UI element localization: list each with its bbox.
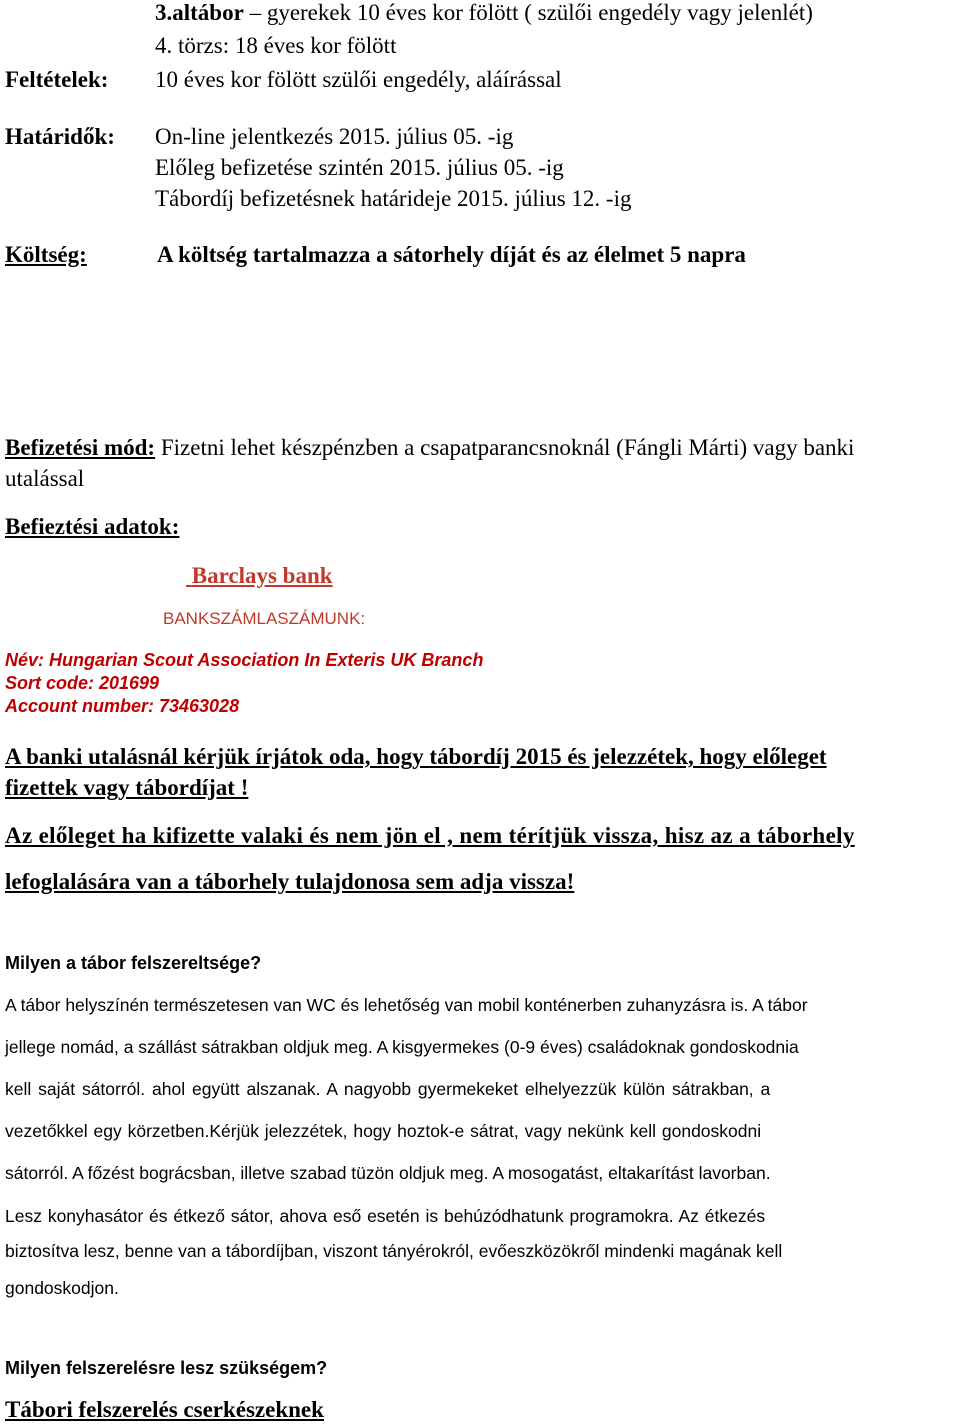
notice-2-line-1 (5, 823, 955, 849)
equipment-line-3: kell saját sátorról. ahol együtt alszanak. A nagyobb gyermekeket elhelyezzük külön sátrakban, a (5, 1079, 771, 1099)
payment-line-2: utalással (5, 466, 85, 491)
equipment-line-7: biztosítva lesz, benne van a tábordíjban, viszont tányérokról, evőeszközökről mindenki magának kell (5, 1241, 783, 1261)
subcamp-label: 3.altábor (155, 0, 244, 25)
condition-line-1 (155, 0, 813, 26)
notice-2-line-2: lefoglalására van a táborhely tulajdonosa sem adja vissza! (5, 869, 575, 894)
deadlines-label: Határidők: (5, 124, 115, 149)
equipment-line-8: gondoskodjon. (5, 1278, 119, 1298)
condition-line-2: 4. törzs: 18 éves kor fölött (155, 33, 397, 58)
subcamp-text: – gyerekek 10 éves kor fölött ( szülői engedély vagy jelenlét) (243, 0, 813, 25)
equipment-question: Milyen a tábor felszereltsége? (5, 953, 262, 973)
sort-code: Sort code: 201699 (5, 673, 160, 693)
equipment-line-1: A tábor helyszínén természetesen van WC és lehetőség van mobil konténerben zuhanyzásra is. A tábor (5, 995, 808, 1015)
notice-1-line-2: fizettek vagy tábordíjat ! (5, 775, 249, 800)
bank-name (186, 563, 333, 589)
cost-label: Költség: (5, 242, 87, 267)
bank-name-text: Barclays bank (191, 563, 333, 588)
payment-line-1 (5, 435, 955, 461)
gear-question: Milyen felszerelésre lesz szükségem? (5, 1358, 328, 1378)
equipment-line-6: Lesz konyhasátor és étkező sátor, ahova eső esetén is behúzódhatunk programokra. Az étkezés (5, 1206, 766, 1226)
equipment-line-5: sátorról. A főzést bográcsban, illetve szabad tüzön oldjuk meg. A mosogatást, eltakarítást lavorban. (5, 1163, 771, 1183)
equipment-line-4: vezetőkkel egy körzetben.Kérjük jelezzétek, hogy hoztok-e sátrat, vagy nekünk kell gondoskodni (5, 1121, 762, 1141)
condition-line-3: 10 éves kor fölött szülői engedély, aláírással (155, 67, 562, 92)
notice-1-line-1: A banki utalásnál kérjük írjátok oda, hogy tábordíj 2015 és jelezzétek, hogy előleget (5, 744, 827, 769)
deadline-line-3: Tábordíj befizetésnek határideje 2015. július 12. -ig (155, 186, 632, 211)
account-name: Név: Hungarian Scout Association In Exteris UK Branch (5, 650, 484, 670)
conditions-label: Feltételek: (5, 67, 109, 92)
account-number: Account number: 73463028 (5, 696, 240, 716)
deadline-line-2: Előleg befizetése szintén 2015. július 05. -ig (155, 155, 564, 180)
equipment-line-2: jellege nomád, a szállást sátrakban oldjuk meg. A kisgyermekes (0-9 éves) családoknak gondoskodnia (5, 1037, 799, 1057)
payment-details-label: Befieztési adatok: (5, 514, 180, 539)
account-heading: BANKSZÁMLASZÁMUNK: (163, 609, 366, 628)
cost-text: A költség tartalmazza a sátorhely díját és az élelmet 5 napra (157, 242, 746, 267)
payment-text: Fizetni lehet készpénzben a csapatparancsnoknál (Fángli Márti) vagy banki (160, 435, 855, 460)
payment-label: Befizetési mód: (5, 435, 156, 460)
notice-2-line-1-text: Az előleget ha kifizette valaki és nem jön el , nem térítjük vissza, hisz az a táborhely (5, 823, 855, 848)
gear-heading: Tábori felszerelés cserkészeknek (5, 1397, 324, 1422)
deadline-line-1: On-line jelentkezés 2015. július 05. -ig (155, 124, 514, 149)
